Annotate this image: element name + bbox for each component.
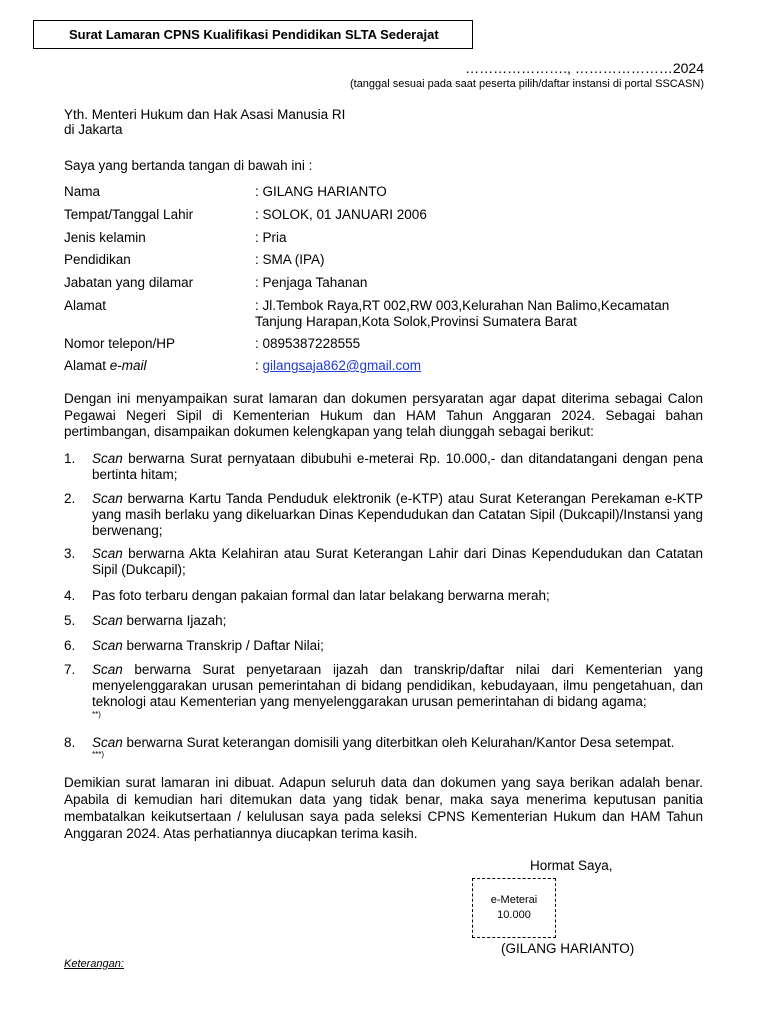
field-value-address-line1: : Jl.Tembok Raya,RT 002,RW 003,Kelurahan Nan Balimo,Kecamatan (255, 298, 670, 313)
document-title: Surat Lamaran CPNS Kualifikasi Pendidikan SLTA Sederajat (33, 20, 473, 49)
list-item: Pas foto terbaru dengan pakaian formal dan latar belakang berwarna merah; (92, 588, 550, 603)
field-value-nama: : GILANG HARIANTO (255, 184, 387, 199)
field-label-ttl: Tempat/Tanggal Lahir (64, 207, 194, 222)
field-value-gender: : Pria (255, 230, 287, 245)
field-label-phone: Nomor telepon/HP (64, 336, 176, 351)
field-value-ttl: : SOLOK, 01 JANUARI 2006 (255, 207, 427, 222)
item-number: 7. (64, 662, 76, 677)
field-label-address: Alamat (64, 298, 107, 313)
paragraph-closing: Demikian surat lamaran ini dibuat. Adapun seluruh data dan dokumen yang saya berikan adalah benar. Apabila di kemudian hari ditemukan data yang tidak benar, maka saya menerima keputusan panitia membatalkan keikutsertaan / kelulusan saya pada seleksi CPNS Kementerian Hukum dan HAM Tahun Anggaran 2024. Atas perhatiannya diucapkan terima kasih. (64, 775, 703, 841)
signature-name: (GILANG HARIANTO) (501, 941, 635, 956)
list-item: Scan berwarna Kartu Tanda Penduduk elektronik (e-KTP) atau Surat Keterangan Perekaman e-KTP yang masih berlaku yang dikeluarkan Dinas Kependudukan dan Catatan Sipil (Dukcapil)/Instansi yang berwenang; (92, 491, 703, 538)
field-value-position: : Penjaga Tahanan (255, 275, 368, 290)
footnote-marker: ***) (92, 750, 105, 759)
list-item: Scan berwarna Surat pernyataan dibubuhi e-meterai Rp. 10.000,- dan ditandatangani dengan pena bertinta hitam; (92, 451, 703, 482)
recipient-line1: Yth. Menteri Hukum dan Hak Asasi Manusia RI (64, 107, 346, 122)
date-line: …………………., …………………2024 (465, 60, 704, 76)
footnote-marker: **) (92, 710, 101, 719)
field-label-position: Jabatan yang dilamar (64, 275, 194, 290)
field-value-education: : SMA (IPA) (255, 252, 325, 267)
date-note: (tanggal sesuai pada saat peserta pilih/daftar instansi di portal SSCASN) (349, 78, 704, 90)
item-number: 2. (64, 491, 76, 506)
recipient-line2: di Jakarta (64, 122, 123, 137)
field-label-nama: Nama (64, 184, 101, 199)
email-link[interactable]: gilangsaja862@gmail.com (262, 358, 422, 373)
field-value-email: : gilangsaja862@gmail.com (255, 358, 422, 373)
intro-text: Saya yang bertanda tangan di bawah ini : (64, 158, 313, 173)
item-number: 6. (64, 638, 76, 653)
e-meterai-stamp-box: e-Meterai 10.000 (472, 878, 556, 938)
item-number: 4. (64, 588, 76, 603)
field-value-address-line2: Tanjung Harapan,Kota Solok,Provinsi Sumatera Barat (255, 314, 577, 329)
list-item: Scan berwarna Akta Kelahiran atau Surat Keterangan Lahir dari Dinas Kependudukan dan Catatan Sipil (Dukcapil); (92, 546, 703, 577)
footer-keterangan: Keterangan: (64, 958, 124, 970)
item-number: 3. (64, 546, 76, 561)
list-item: Scan berwarna Transkrip / Daftar Nilai; (92, 638, 324, 653)
list-item: Scan berwarna Surat keterangan domisili yang diterbitkan oleh Kelurahan/Kantor Desa setempat. (92, 735, 675, 750)
item-number: 8. (64, 735, 76, 750)
closing-greeting: Hormat Saya, (530, 858, 613, 873)
item-number: 5. (64, 613, 76, 628)
field-label-education: Pendidikan (64, 252, 131, 267)
field-value-phone: : 0895387228555 (255, 336, 361, 351)
paragraph-intro: Dengan ini menyampaikan surat lamaran dan dokumen persyaratan agar dapat diterima sebagai Calon Pegawai Negeri Sipil di Kementerian Hukum dan HAM Tahun Anggaran 2024. Sebagai bahan pertimbangan, disampaikan dokumen kelengkapan yang telah diunggah sebagai berikut: (64, 391, 703, 439)
list-item: Scan berwarna Surat penyetaraan ijazah dan transkrip/daftar nilai dari Kementerian yang menyelenggarakan urusan pemerintahan di bidang pendidikan, kebudayaan, ilmu pengetahuan, dan teknologi atau Kementerian yang menyelenggarakan urusan pemerintahan di bidang agama; (92, 662, 703, 709)
item-number: 1. (64, 451, 76, 466)
field-label-gender: Jenis kelamin (64, 230, 146, 245)
field-label-email: Alamat e-mail (64, 358, 147, 373)
list-item: Scan berwarna Ijazah; (92, 613, 227, 628)
